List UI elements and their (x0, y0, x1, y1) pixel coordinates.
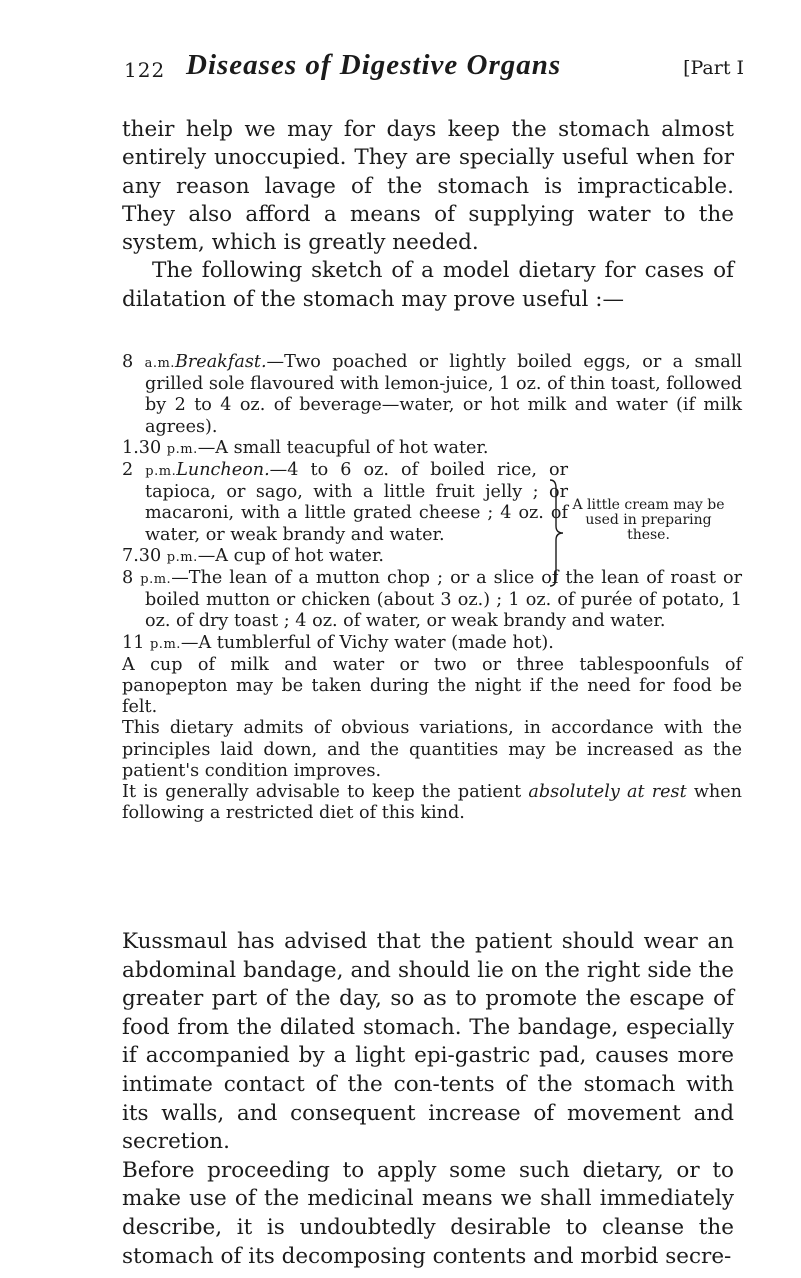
entry-time: 2 (122, 460, 134, 481)
intro-section (122, 116, 734, 314)
page-number: 122 (124, 58, 166, 82)
closing-paragraph-2 (122, 1157, 734, 1271)
running-header (124, 44, 744, 84)
diet-entry-night (122, 633, 742, 655)
entry-time: 11 (122, 632, 145, 653)
curly-brace-icon (548, 478, 566, 588)
note-rest-after: when following a restricted diet of this kind. (122, 782, 742, 824)
diet-entry-afternoon (122, 438, 742, 460)
entry-text: —4 to 6 oz. of boiled rice, or tapioca, or sago, with a little fruit jelly ; or macaroni, with a little grated cheese ; 4 oz. of water, or weak brandy and water. (145, 460, 569, 545)
entry-period: p.m. (145, 464, 177, 480)
entry-meal: Luncheon. (176, 460, 270, 481)
part-label: [Part I (683, 57, 744, 79)
entry-time: 8 (122, 568, 134, 589)
diet-entry-dinner (122, 568, 742, 633)
entry-text: —Two poached or lightly boiled eggs, or a small grilled sole flavoured with lemon-juice, 1 oz. of thin toast, followed by 2 to 4 oz. of beverage—water, or hot milk and water (if milk agrees). (145, 352, 742, 437)
intro-paragraph-2-text: The following sketch of a model dietary for cases of dilatation of the stomach may prove useful :— (122, 258, 734, 312)
side-note: A little cream may be used in preparing these. (572, 497, 725, 544)
closing-paragraph-2-text: Before proceeding to apply some such dietary, or to make use of the medicinal means we shall immediately describe, it is undoubtedly desirable to cleanse the stomach of its decomposing contents and morbid secre- (122, 1157, 734, 1269)
entry-time: 7.30 (122, 545, 162, 566)
entry-text: —A small teacupful of hot water. (197, 437, 489, 458)
entry-text: —A cup of hot water. (197, 545, 385, 566)
closing-paragraph-1-text: Kussmaul has advised that the patient should wear an abdominal bandage, and should lie on the right side the greater part of the day, so as to promote the escape of food from the dilated stomach. The bandage, especially if accompanied by a light epi-gastric pad, causes more intimate contact of the con-tents of the stomach with its walls, and consequent increase of movement and secretion. (122, 929, 734, 1155)
running-title: Diseases of Digestive Organs (186, 49, 562, 81)
note-rest (122, 782, 742, 824)
entry-period: p.m. (166, 441, 198, 457)
note-rest-before: It is generally advisable to keep the patient (122, 782, 529, 803)
diet-entry-evening-water (122, 546, 742, 568)
intro-paragraph-2 (122, 257, 734, 314)
diet-entry-luncheon (122, 460, 568, 546)
entry-period: p.m. (166, 549, 198, 565)
closing-section (122, 928, 734, 1271)
note-variations: This dietary admits of obvious variations, in accordance with the principles laid down, and the quantities may be increased as the patient's condition improves. (122, 718, 742, 781)
entry-period: p.m. (149, 636, 181, 652)
model-dietary (122, 352, 742, 824)
closing-paragraph-1 (122, 928, 734, 1157)
note-panopepton: A cup of milk and water or two or three tablespoonfuls of panopepton may be taken during the night if the need for food be felt. (122, 654, 742, 718)
diet-entry-breakfast (122, 352, 742, 438)
entry-period: p.m. (140, 572, 172, 588)
entry-time: 1.30 (122, 437, 162, 458)
entry-text: —The lean of a mutton chop ; or a slice of the lean of roast or boiled mutton or chicken (about 3 oz.) ; 1 oz. of purée of potato, 1 oz. of dry toast ; 4 oz. of water, or weak brandy and water. (145, 568, 742, 632)
entry-time: 8 (122, 352, 134, 372)
entry-text: —A tumblerful of Vichy water (made hot). (180, 632, 554, 653)
diet-entry-luncheon-block (122, 460, 742, 546)
entry-meal: Breakfast. (174, 352, 267, 372)
entry-period: a.m. (144, 356, 175, 371)
note-rest-emphasis: absolutely at rest (528, 782, 687, 803)
intro-paragraph-1: their help we may for days keep the stomach almost entirely unoccupied. They are specially useful when for any reason lavage of the stomach is impracticable. They also afford a means of supplying water to the system, which is greatly needed. (122, 117, 734, 256)
